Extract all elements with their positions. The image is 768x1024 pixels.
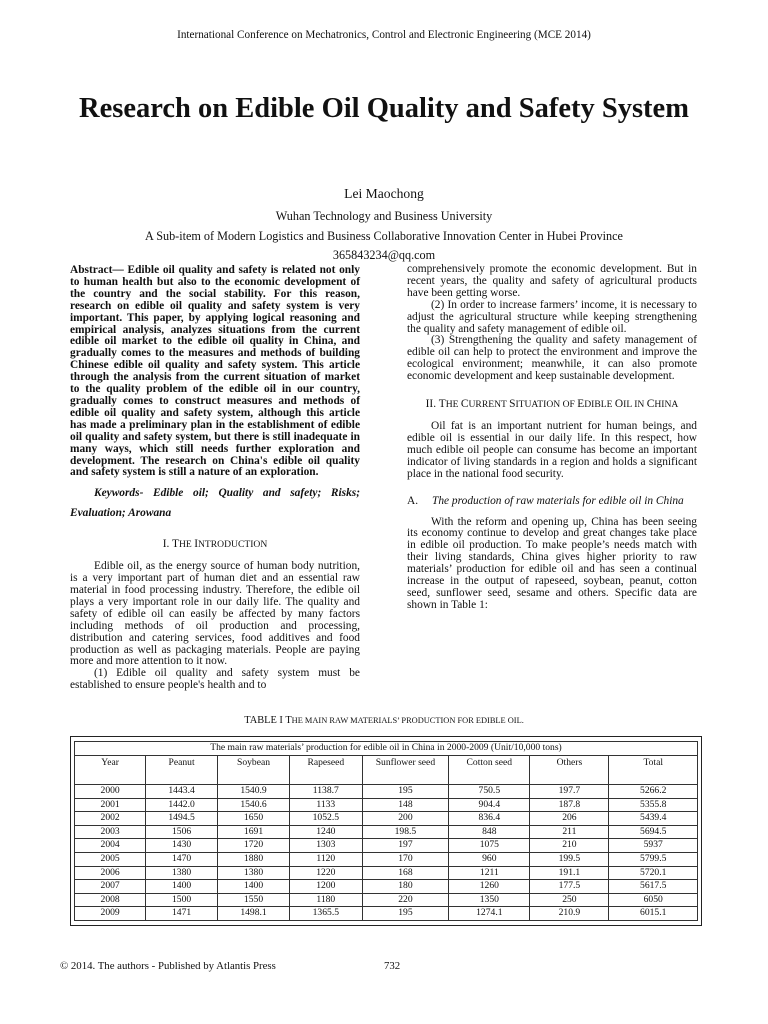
subsection-title: The production of raw materials for edible oil in China [432,494,684,507]
table-cell: 170 [362,852,449,866]
table-cell: 250 [530,893,609,907]
table-cell: 1303 [290,839,362,853]
table-cell: 1180 [290,893,362,907]
table-cell: 1274.1 [449,907,530,921]
table-cell: 1498.1 [217,907,289,921]
table-cell: 5720.1 [609,866,698,880]
table-cell: 5439.4 [609,812,698,826]
table-header-cell: Others [530,756,609,785]
table-cell: 5937 [609,839,698,853]
table-cell: 2005 [75,852,146,866]
table-cell: 1691 [217,825,289,839]
table-cell: 200 [362,812,449,826]
table-header-cell: Rapeseed [290,756,362,785]
table-cell: 2006 [75,866,146,880]
affiliation-center: A Sub-item of Modern Logistics and Business Collaborative Innovation Center in Hubei Province [145,229,623,243]
table-cell: 191.1 [530,866,609,880]
section-number: II. [425,398,437,411]
table-cell: 1540.9 [217,785,289,799]
table-cell: 1443.4 [146,785,218,799]
situation-paragraph-1: Oil fat is an important nutrient for human beings, and edible oil is essential in our daily life. In this respect, how much edible oil people can consume has become an important indicator of living standards in a region and holds a significant place in the national food security. [407,419,697,480]
table-cell: 1500 [146,893,218,907]
table-cell: 1240 [290,825,362,839]
section-title-part: O [614,398,624,411]
table-cell: 2007 [75,880,146,894]
paper-title: Research on Edible Oil Quality and Safety System [79,93,689,124]
table-cell: 1430 [146,839,218,853]
table-cell: 2008 [75,893,146,907]
table-cell: 1494.5 [146,812,218,826]
table-cell: 1075 [449,839,530,853]
intro-paragraph-1: Edible oil, as the energy source of human body nutrition, is a very important part of human diet and an essential raw material in food processing industry. Therefore, the edible oil plays a very important role in our daily life. The quality and safety of edible oil can easily be affected by many factors including methods of oil production and processing, distribution and catering services, food additives and food production as well as packaging materials. People are paying more and more attention to it now. [70,560,360,668]
table-cell: 1650 [217,812,289,826]
table-cell: 199.5 [530,852,609,866]
table-cell: 198.5 [362,825,449,839]
section-title-part: HE [179,539,195,551]
table-caption-part: T [285,715,292,726]
table-row [75,798,698,812]
table-row [75,825,698,839]
section-title-part: T [172,538,179,551]
table-cell: 210 [530,839,609,853]
table-cell: 210.9 [530,907,609,921]
table-cell: 148 [362,798,449,812]
section-title-part: DIBLE [584,399,615,411]
copyright-footer: © 2014. The authors - Published by Atlantis Press [60,960,276,972]
table-cell: 5694.5 [609,825,698,839]
table-cell: 836.4 [449,812,530,826]
table-header-cell: Total [609,756,698,785]
keywords: Keywords- Edible oil; Quality and safety; Risks; Evaluation; Arowana [70,487,360,520]
table-row [75,785,698,799]
table-cell: 904.4 [449,798,530,812]
table-cell: 1133 [290,798,362,812]
table-row [75,893,698,907]
table-cell: 960 [449,852,530,866]
point-3-paragraph: (3) Strengthening the quality and safety management of edible oil can help to protect the environment and improve the ecological environment; meanwhile, it can also promote economic development and keep sustainable development. [407,334,697,383]
table-row [75,839,698,853]
subsection-heading [407,491,697,511]
table-header-cell: Cotton seed [449,756,530,785]
table-cell: 750.5 [449,785,530,799]
table-cell: 211 [530,825,609,839]
table-cell: 6050 [609,893,698,907]
table-cell: 2002 [75,812,146,826]
table-cell: 1442.0 [146,798,218,812]
section-title-part: URRENT [468,399,510,411]
affiliation-university: Wuhan Technology and Business University [275,209,493,223]
table-frame [70,736,702,926]
table-header-cell: Sunflower seed [362,756,449,785]
table-row [75,880,698,894]
point-2-paragraph: (2) In order to increase farmers’ income, it is necessary to adjust the agricultural structure while keeping strengthening the quality and safety management of edible oil. [407,298,697,335]
table-number: TABLE I [244,715,283,726]
table-cell: 2003 [75,825,146,839]
table-cell: 1471 [146,907,218,921]
table-cell: 197 [362,839,449,853]
subsection-number: A. [407,494,419,507]
section-title-part: ITUATION OF [515,399,578,411]
table-cell: 177.5 [530,880,609,894]
intro-paragraph-2: (1) Edible oil quality and safety system must be established to ensure people's health and to [70,667,360,692]
continued-paragraph: comprehensively promote the economic development. But in recent years, the quality and safety of agricultural products have been getting worse. [407,263,697,299]
table-cell: 1550 [217,893,289,907]
table-cell: 5617.5 [609,880,698,894]
table-cell: 168 [362,866,449,880]
author-name: Lei Maochong [344,186,424,201]
table-cell: 1200 [290,880,362,894]
conference-header: International Conference on Mechatronics, Control and Electronic Engineering (MCE 2014) [177,29,591,41]
table-cell: 848 [449,825,530,839]
table-cell: 1120 [290,852,362,866]
page-number: 732 [384,960,401,972]
table-cell: 1470 [146,852,218,866]
author-email: 365843234@qq.com [332,248,436,262]
section-title-part: E [577,398,585,411]
section-title-part: C [460,398,469,411]
table-cell: 1260 [449,880,530,894]
table-cell: 187.8 [530,798,609,812]
section-heading-current-situation [407,399,697,411]
table-cell: 1400 [146,880,218,894]
table-header-cell: Soybean [217,756,289,785]
left-column [70,265,360,692]
table-cell: 1880 [217,852,289,866]
table-cell: 1720 [217,839,289,853]
table-caption-row [75,742,698,756]
table-header-row [75,756,698,785]
table-cell: 1052.5 [290,812,362,826]
section-title-part: HINA [654,399,679,411]
table-cell: 2000 [75,785,146,799]
section-heading-introduction [70,539,360,551]
section-title-part: HE [445,399,461,411]
section-title-part: S [509,398,516,411]
table-cell: 1400 [217,880,289,894]
table-body [75,785,698,921]
section-title-part: NTRODUCTION [197,539,268,551]
table-cell: 1220 [290,866,362,880]
table-cell: 195 [362,785,449,799]
table-header-cell: Peanut [146,756,218,785]
table-cell: 2004 [75,839,146,853]
table-cell: 1211 [449,866,530,880]
table-cell: 5266.2 [609,785,698,799]
section-title-part: IL IN [623,399,647,411]
table-row [75,866,698,880]
section-number: I. [162,538,170,551]
table-cell: 5355.8 [609,798,698,812]
table-cell: 1365.5 [290,907,362,921]
table-cell: 1506 [146,825,218,839]
table-row [75,812,698,826]
table-cell: 1138.7 [290,785,362,799]
table-cell: 1380 [217,866,289,880]
section-title-part: C [646,398,655,411]
table-cell: 2009 [75,907,146,921]
production-table [74,741,698,921]
right-column [407,264,697,612]
abstract-text: Abstract— Edible oil quality and safety is related not only to human health but also to the economic development of the country and the social stability. For this reason, research on edible oil quality and safety system is very important. This paper, by applying logical reasoning and empirical analysis, analyzes situations from the current edible oil market to the edible oil quality in China, and gradually comes to the measures and methods of building Chinese edible oil quality and safety system. This article through the analysis from the current situation of market to the quality problem of the edible oil in our country, gradually comes to construct measures and methods of edible oil quality and safety system, although this article has made a preliminary plan in the establishment of edible oil quality and safety system, but there is still inadequate in many ways, which still needs further exploration and development. The research on China's edible oil quality and safety system is still a nature of an exploration. [70,264,360,479]
table-cell: 1350 [449,893,530,907]
situation-paragraph-2: With the reform and opening up, China has been seeing its economy continue to develop and great changes take place in edible oil production. To make people’s needs match with their living standards, China gives higher priority to raw materials’ production for edible oil and has seen a continual increase in the output of rapeseed, soybean, peanut, cotton seed, sunflower seed, sesame and others. Specific data are shown in Table 1: [407,515,697,611]
table-caption [0,715,768,726]
table-cell: 1540.6 [217,798,289,812]
table-caption-part: HE MAIN RAW MATERIALS’ PRODUCTION FOR EDIBLE OIL. [291,716,524,725]
table-cell: 5799.5 [609,852,698,866]
table-cell: 2001 [75,798,146,812]
table-row [75,852,698,866]
table-cell: 6015.1 [609,907,698,921]
section-title-part: I [194,538,198,551]
table-row [75,907,698,921]
table-inner-caption: The main raw materials’ production for edible oil in China in 2000-2009 (Unit/10,000 tons) [75,742,698,756]
table-cell: 206 [530,812,609,826]
table-cell: 195 [362,907,449,921]
table-cell: 1380 [146,866,218,880]
table-cell: 220 [362,893,449,907]
table-cell: 197.7 [530,785,609,799]
table-cell: 180 [362,880,449,894]
section-title-part: T [438,398,446,411]
table-header-cell: Year [75,756,146,785]
